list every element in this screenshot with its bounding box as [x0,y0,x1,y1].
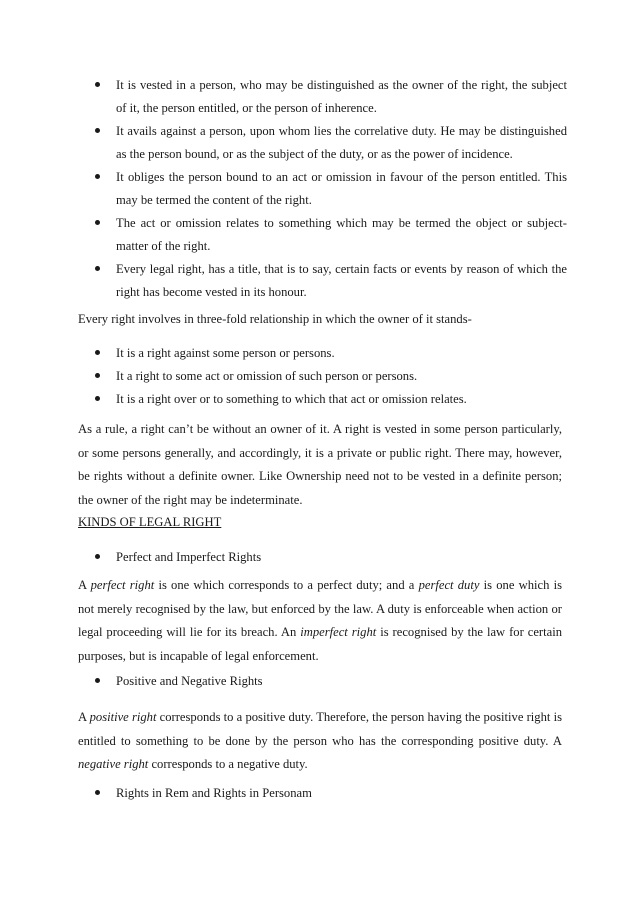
list-item-text: Perfect and Imperfect Rights [116,550,262,564]
list-item [97,388,567,411]
list-item [97,365,567,388]
list-item-text: Positive and Negative Rights [116,674,263,688]
list-item-text: It a right to some act or omission of such person or persons. [116,369,418,383]
bullet-icon [95,350,100,355]
term-perfect-duty: perfect duty [418,578,480,592]
bullet-icon [95,373,100,378]
paragraph-rule: As a rule, a right can’t be without an owner of it. A right is vested in some person particularly, or some persons generally, and accordingly, it is a private or public right. There may, however, be rights without a definite owner. Like Ownership need not to be vested in a definite person; the owner of the right may be indeterminate. [78,422,562,507]
list-item-text: It avails against a person, upon whom lies the correlative duty. He may be distinguished as the person bound, or as the subject of the duty, or as the power of incidence. [116,124,567,161]
list-item-text: Every legal right, has a title, that is to say, certain facts or events by reason of which the right has become vested in its honour. [116,262,567,299]
term-negative-right: negative right [78,757,149,772]
bullet-icon [95,174,100,179]
list-item [97,670,567,693]
bullet-icon [95,396,100,401]
list-item [97,258,567,304]
bullet-icon [95,128,100,133]
list-item-text: It is vested in a person, who may be distinguished as the owner of the right, the subject of it, the person entitled, or the person of inherence. [116,78,567,115]
section-heading-kinds: KINDS OF LEGAL RIGHT [78,515,222,529]
list-item-text: The act or omission relates to something which may be termed the object or subject-matter of the right. [116,216,567,253]
list-item-text: Rights in Rem and Rights in Personam [116,786,312,800]
term-imperfect-right: imperfect right [300,625,377,640]
term-positive-right: positive right [89,710,157,724]
list-item-text: It obliges the person bound to an act or omission in favour of the person entitled. This may be termed the content of the right. [116,170,567,207]
list-item-text: It is a right against some person or persons. [116,346,335,360]
bullet-icon [95,266,100,271]
bullet-perfect [97,546,567,569]
bullet-icon [95,82,100,87]
list-item [97,74,567,120]
bullet-icon [95,554,100,559]
paragraph-perfect-right: A perfect right is one which corresponds to a perfect duty; and a perfect duty is one which is not merely recognised by the law, but enforced by the law. A duty is enforceable when action or legal proceeding will lie for its breach. An imperfect right is recognised by the law for certain purposes, but is incapable of legal enforcement. [78,578,562,663]
bullet-list-threefold [97,342,567,411]
bullet-icon [95,220,100,225]
list-item [97,782,567,805]
bullet-positive [97,670,567,693]
paragraph-positive-right: A positive right corresponds to a positive duty. Therefore, the person having the positive right is entitled to something to be done by the person who has the corresponding positive duty. A negative right corresponds to a negative duty. [78,710,562,772]
bullet-list-characteristics [97,74,567,304]
list-item [97,166,567,212]
list-item-text: It is a right over or to something to which that act or omission relates. [116,392,467,406]
paragraph-threefold: Every right involves in three-fold relationship in which the owner of it stands- [78,312,472,326]
list-item [97,546,567,569]
list-item [97,212,567,258]
list-item [97,120,567,166]
list-item [97,342,567,365]
term-perfect-right: perfect right [90,578,155,592]
bullet-icon [95,790,100,795]
bullet-icon [95,678,100,683]
bullet-rem [97,782,567,805]
